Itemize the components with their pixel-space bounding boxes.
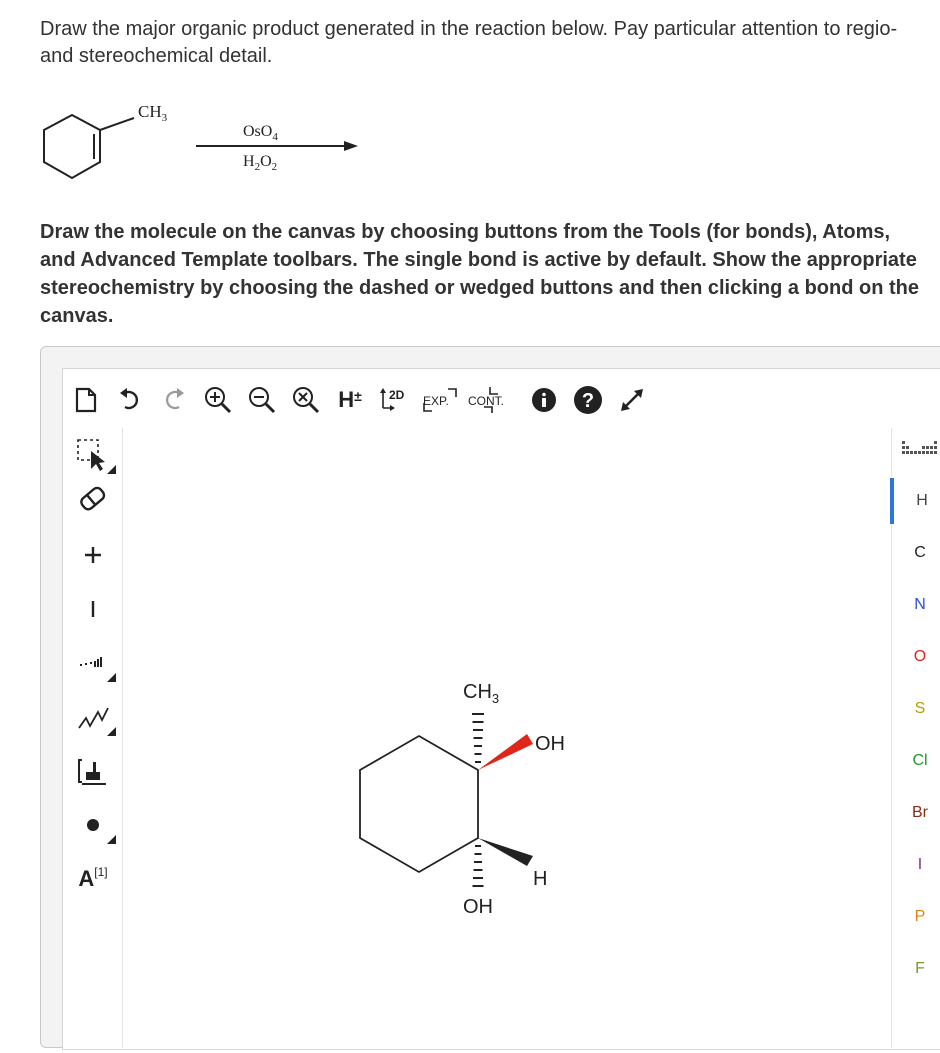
undo-icon[interactable] [110, 374, 150, 426]
methyl-hashed-bond [472, 714, 484, 762]
hydrogens-toggle-icon[interactable]: H ± [338, 387, 362, 412]
h-wedge-bond [478, 838, 533, 866]
oh-bottom-label: OH [463, 896, 493, 918]
zoom-out-icon[interactable] [242, 374, 282, 426]
atom-button-n[interactable]: N [914, 596, 926, 613]
positive-charge-icon[interactable] [64, 528, 122, 582]
reactant-methyl-label: $CH_3$ [138, 102, 168, 124]
bond-icon[interactable] [64, 636, 122, 690]
oh-top-label: OH [535, 733, 565, 755]
reaction-scheme [38, 100, 378, 200]
eraser-icon[interactable] [64, 472, 122, 526]
atom-button-p[interactable]: P [914, 908, 926, 925]
atom-button-cl[interactable]: Cl [912, 752, 928, 769]
oh-wedge-bond [478, 734, 533, 770]
new-document-icon[interactable] [66, 374, 106, 426]
cyclohexane-ring [360, 736, 478, 872]
atom-button-br[interactable]: Br [912, 804, 928, 821]
chain-icon[interactable] [64, 690, 122, 744]
negative-charge-icon[interactable] [64, 582, 122, 636]
template-icon[interactable] [64, 744, 122, 798]
atom-button-o[interactable]: O [913, 648, 927, 665]
canvas-instruction: Draw the molecule on the canvas by choosing buttons from the Tools (for bonds), Atoms, and Advanced Template toolbars. The single bond is active by default. Show the appropriate stereochemistry by choosing the dashed or wedged buttons and then clicking a bond on the canvas. [40, 221, 919, 327]
svg-text:EXP.: EXP. [423, 394, 449, 408]
fullscreen-icon[interactable] [612, 374, 652, 426]
atom-map-icon[interactable]: A [1] [78, 865, 108, 891]
help-icon[interactable] [568, 374, 608, 426]
question-instruction: Draw the major organic product generated in the reaction below. Pay particular attention to regio- and stereochemical detail. [40, 18, 898, 67]
svg-text:CONT.: CONT. [468, 394, 504, 408]
atom-button-c[interactable]: C [914, 544, 926, 561]
info-icon[interactable] [524, 374, 564, 426]
svg-text:?: ? [581, 390, 595, 412]
periodic-table-icon[interactable] [890, 428, 940, 468]
atom-button-i[interactable]: I [917, 856, 923, 873]
h-label: H [533, 868, 548, 890]
reset-zoom-icon[interactable] [286, 374, 326, 426]
expand-icon[interactable] [418, 374, 462, 426]
product-molecule [123, 428, 891, 1048]
radical-icon[interactable] [64, 798, 122, 852]
zoom-in-icon[interactable] [198, 374, 238, 426]
atom-button-h[interactable]: H [890, 478, 940, 524]
clean-2d-icon[interactable] [374, 374, 414, 426]
redo-icon[interactable] [154, 374, 194, 426]
drawing-canvas[interactable] [122, 428, 892, 1048]
oh-hashed-bond [473, 846, 484, 886]
atom-button-f[interactable]: F [915, 960, 925, 977]
contract-icon[interactable] [466, 374, 516, 426]
svg-text:2D: 2D [389, 388, 405, 402]
reagent-top: OsO$_4$ [243, 123, 278, 143]
atom-button-s[interactable]: S [914, 700, 926, 717]
reactant-cyclohexene [44, 115, 134, 178]
reagent-bottom: $H_2O_2$ [243, 153, 278, 173]
methyl-label: $CH_3$ [463, 681, 500, 706]
